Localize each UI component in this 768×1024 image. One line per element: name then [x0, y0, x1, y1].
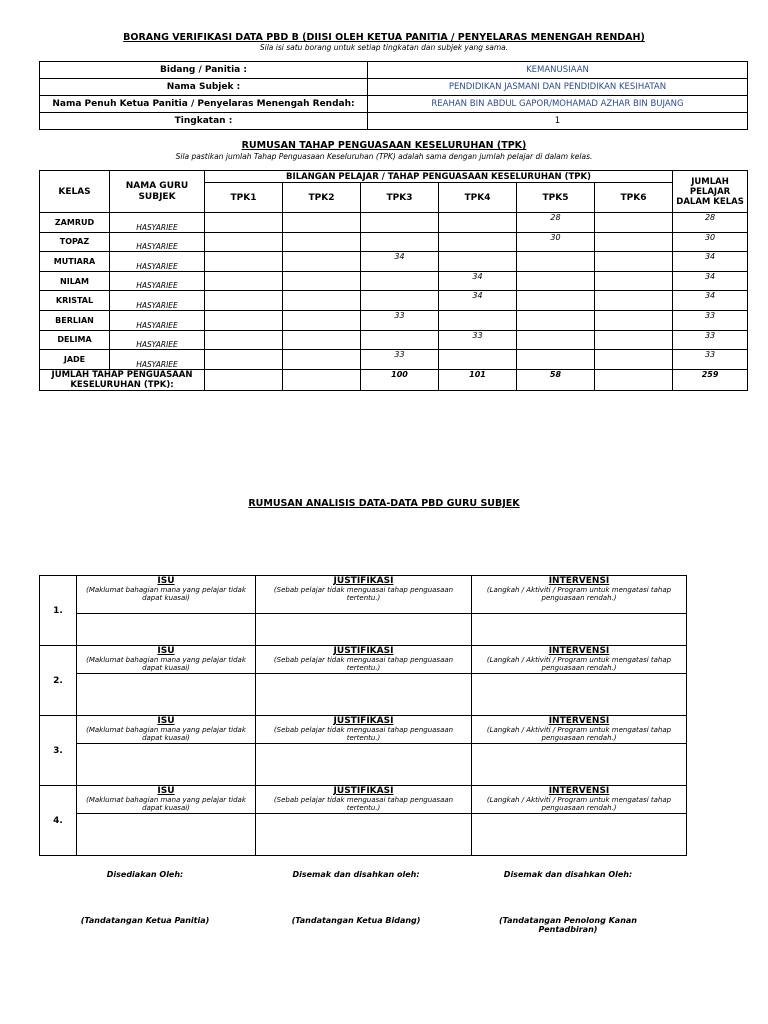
signature-ketua-bidang: (Tandatangan Ketua Bidang): [291, 916, 421, 925]
guru-cell: HASYARIEE: [110, 252, 205, 272]
justifikasi-heading: JUSTIFIKASI: [333, 646, 394, 656]
tpk4-cell[interactable]: 33: [439, 330, 517, 350]
checked-by-label-1: Disemak dan disahkan oleh:: [292, 870, 420, 879]
tpk5-cell[interactable]: [517, 252, 595, 272]
isu-heading: ISU: [157, 646, 175, 656]
intervensi-heading: INTERVENSI: [548, 576, 610, 586]
analysis-entry-row: [40, 814, 687, 856]
guru-cell: HASYARIEE: [110, 350, 205, 370]
tingkatan-label: Tingkatan :: [40, 113, 368, 130]
analysis-header-row: [40, 786, 687, 814]
subjek-value[interactable]: PENDIDIKAN JASMANI DAN PENDIDIKAN KESIHATAN: [368, 79, 748, 96]
info-row-tingkatan: [40, 113, 748, 130]
info-row-bidang: [40, 62, 748, 79]
tpk6-cell[interactable]: [595, 271, 673, 291]
kelas-cell: JADE: [40, 350, 110, 370]
justifikasi-heading: JUSTIFIKASI: [333, 576, 394, 586]
isu-heading: ISU: [157, 786, 175, 796]
tpk5-cell[interactable]: [517, 330, 595, 350]
jumlah-cell[interactable]: 34: [673, 291, 748, 311]
tpk2-cell[interactable]: [283, 252, 361, 272]
info-row-subjek: [40, 79, 748, 96]
total-tpk2: [283, 369, 361, 390]
tpk4-header: TPK4: [439, 183, 517, 213]
analysis-table: [39, 575, 687, 856]
tpk-row: [40, 330, 748, 350]
tpk1-cell[interactable]: [205, 213, 283, 233]
tpk4-cell[interactable]: [439, 350, 517, 370]
tingkatan-value[interactable]: 1: [368, 113, 748, 130]
justifikasi-note: (Sebab pelajar tidak menguasai tahap penguasaan tertentu.): [273, 586, 454, 602]
tpk5-cell[interactable]: [517, 310, 595, 330]
intervensi-entry-cell[interactable]: [472, 814, 687, 856]
justifikasi-header-cell: [256, 646, 472, 674]
tpk1-cell[interactable]: [205, 232, 283, 252]
total-jumlah: 259: [673, 369, 748, 390]
intervensi-header-cell: [472, 786, 687, 814]
isu-note: (Maklumat bahagian mana yang pelajar tidak dapat kuasai): [86, 586, 246, 602]
jumlah-cell[interactable]: 34: [673, 271, 748, 291]
intervensi-entry-cell[interactable]: [472, 744, 687, 786]
isu-header-cell: [77, 646, 256, 674]
checked-by-label-2: Disemak dan disahkan Oleh:: [503, 870, 633, 879]
jumlah-cell[interactable]: 33: [673, 310, 748, 330]
tpk1-cell[interactable]: [205, 271, 283, 291]
tpk4-cell[interactable]: 34: [439, 291, 517, 311]
total-tpk1: [205, 369, 283, 390]
ketua-value[interactable]: REAHAN BIN ABDUL GAPOR/MOHAMAD AZHAR BIN BUJANG: [368, 96, 748, 113]
tpk-title: RUMUSAN TAHAP PENGUASAAN KESELURUHAN (TPK): [241, 140, 527, 151]
tpk2-cell[interactable]: [283, 271, 361, 291]
isu-header-cell: [77, 786, 256, 814]
isu-entry-cell[interactable]: [77, 744, 256, 786]
tpk5-cell[interactable]: [517, 271, 595, 291]
tpk1-header: TPK1: [205, 183, 283, 213]
analysis-number: 1.: [40, 576, 77, 646]
tpk6-cell[interactable]: [595, 310, 673, 330]
justifikasi-header-cell: [256, 576, 472, 614]
tpk2-cell[interactable]: [283, 310, 361, 330]
analysis-body: [40, 576, 687, 856]
bidang-value[interactable]: KEMANUSIAAN: [368, 62, 748, 79]
tpk5-cell[interactable]: [517, 291, 595, 311]
analysis-header-row: [40, 646, 687, 674]
intervensi-note: (Langkah / Aktiviti / Program untuk mengatasi tahap penguasaan rendah.): [486, 796, 672, 812]
analysis-header-row: [40, 576, 687, 614]
justifikasi-note: (Sebab pelajar tidak menguasai tahap penguasaan tertentu.): [273, 796, 454, 812]
justifikasi-entry-cell[interactable]: [256, 814, 472, 856]
justifikasi-note: (Sebab pelajar tidak menguasai tahap penguasaan tertentu.): [273, 726, 454, 742]
tpk3-cell[interactable]: [361, 213, 439, 233]
kelas-cell: KRISTAL: [40, 291, 110, 311]
tpk1-cell[interactable]: [205, 350, 283, 370]
kelas-cell: ZAMRUD: [40, 213, 110, 233]
justifikasi-note: (Sebab pelajar tidak menguasai tahap penguasaan tertentu.): [273, 656, 454, 672]
bilangan-header: BILANGAN PELAJAR / TAHAP PENGUASAAN KESELURUHAN (TPK): [205, 171, 673, 183]
tpk5-cell[interactable]: [517, 350, 595, 370]
analysis-entry-row: [40, 744, 687, 786]
tpk-row: [40, 291, 748, 311]
guru-cell: HASYARIEE: [110, 232, 205, 252]
tpk3-cell[interactable]: 33: [361, 310, 439, 330]
tpk5-cell[interactable]: 30: [517, 232, 595, 252]
guru-header: NAMA GURU SUBJEK: [110, 171, 205, 213]
intervensi-entry-cell[interactable]: [472, 614, 687, 646]
isu-header-cell: [77, 716, 256, 744]
intervensi-header-cell: [472, 646, 687, 674]
tpk6-cell[interactable]: [595, 350, 673, 370]
tpk4-cell[interactable]: [439, 310, 517, 330]
guru-cell: HASYARIEE: [110, 330, 205, 350]
tpk1-cell[interactable]: [205, 310, 283, 330]
tpk1-cell[interactable]: [205, 252, 283, 272]
info-row-ketua: [40, 96, 748, 113]
form-subtitle: Sila isi satu borang untuk setiap tingkatan dan subjek yang sama.: [259, 43, 509, 52]
analysis-header-row: [40, 716, 687, 744]
analysis-title: RUMUSAN ANALISIS DATA-DATA PBD GURU SUBJEK: [248, 498, 520, 509]
tpk6-cell[interactable]: [595, 232, 673, 252]
guru-cell: HASYARIEE: [110, 310, 205, 330]
tpk-row: [40, 310, 748, 330]
analysis-entry-row: [40, 614, 687, 646]
tpk2-cell[interactable]: [283, 213, 361, 233]
kelas-header: KELAS: [40, 171, 110, 213]
tpk2-cell[interactable]: [283, 350, 361, 370]
total-tpk4: 101: [439, 369, 517, 390]
bidang-label: Bidang / Panitia :: [40, 62, 368, 79]
isu-header-cell: [77, 576, 256, 614]
tpk3-cell[interactable]: [361, 232, 439, 252]
kelas-cell: DELIMA: [40, 330, 110, 350]
prepared-by-label: Disediakan Oleh:: [106, 870, 184, 879]
total-tpk5: 58: [517, 369, 595, 390]
tpk6-cell[interactable]: [595, 330, 673, 350]
tpk-subtitle: Sila pastikan jumlah Tahap Penguasaan Keseluruhan (TPK) adalah sama dengan jumlah pelajar di dalam kelas.: [175, 152, 593, 161]
tpk-row: [40, 213, 748, 233]
ketua-label: Nama Penuh Ketua Panitia / Penyelaras Menengah Rendah:: [40, 96, 368, 113]
total-tpk6: [595, 369, 673, 390]
justifikasi-entry-cell[interactable]: [256, 614, 472, 646]
analysis-number: 4.: [40, 786, 77, 856]
info-table: [39, 61, 748, 130]
intervensi-heading: INTERVENSI: [548, 646, 610, 656]
intervensi-header-cell: [472, 716, 687, 744]
tpk3-cell[interactable]: [361, 271, 439, 291]
isu-entry-cell[interactable]: [77, 814, 256, 856]
tpk2-cell[interactable]: [283, 232, 361, 252]
isu-entry-cell[interactable]: [77, 614, 256, 646]
tpk6-cell[interactable]: [595, 213, 673, 233]
tpk1-cell[interactable]: [205, 291, 283, 311]
justifikasi-entry-cell[interactable]: [256, 674, 472, 716]
tpk3-header: TPK3: [361, 183, 439, 213]
analysis-number: 2.: [40, 646, 77, 716]
jumlah-header: JUMLAH PELAJAR DALAM KELAS: [673, 171, 748, 213]
tpk6-cell[interactable]: [595, 291, 673, 311]
isu-note: (Maklumat bahagian mana yang pelajar tidak dapat kuasai): [86, 656, 246, 672]
tpk3-cell[interactable]: [361, 291, 439, 311]
justifikasi-header-cell: [256, 786, 472, 814]
tpk3-cell[interactable]: [361, 330, 439, 350]
isu-heading: ISU: [157, 576, 175, 586]
tpk2-header: TPK2: [283, 183, 361, 213]
tpk4-cell[interactable]: [439, 252, 517, 272]
tpk-row: [40, 232, 748, 252]
intervensi-entry-cell[interactable]: [472, 674, 687, 716]
kelas-cell: MUTIARA: [40, 252, 110, 272]
tpk3-cell[interactable]: 34: [361, 252, 439, 272]
tpk6-cell[interactable]: [595, 252, 673, 272]
kelas-cell: TOPAZ: [40, 232, 110, 252]
tpk-row: [40, 350, 748, 370]
intervensi-header-cell: [472, 576, 687, 614]
guru-cell: HASYARIEE: [110, 213, 205, 233]
intervensi-heading: INTERVENSI: [548, 716, 610, 726]
tpk1-cell[interactable]: [205, 330, 283, 350]
justifikasi-entry-cell[interactable]: [256, 744, 472, 786]
tpk3-cell[interactable]: 33: [361, 350, 439, 370]
tpk6-header: TPK6: [595, 183, 673, 213]
form-title: BORANG VERIFIKASI DATA PBD B (DIISI OLEH KETUA PANITIA / PENYELARAS MENENGAH RENDAH): [123, 32, 645, 43]
isu-note: (Maklumat bahagian mana yang pelajar tidak dapat kuasai): [86, 726, 246, 742]
tpk4-cell[interactable]: [439, 213, 517, 233]
jumlah-cell[interactable]: 34: [673, 252, 748, 272]
analysis-entry-row: [40, 674, 687, 716]
tpk5-cell[interactable]: 28: [517, 213, 595, 233]
kelas-cell: BERLIAN: [40, 310, 110, 330]
signature-ketua-panitia: (Tandatangan Ketua Panitia): [80, 916, 210, 925]
jumlah-cell[interactable]: 30: [673, 232, 748, 252]
jumlah-cell[interactable]: 33: [673, 350, 748, 370]
guru-cell: HASYARIEE: [110, 291, 205, 311]
total-tpk3: 100: [361, 369, 439, 390]
isu-heading: ISU: [157, 716, 175, 726]
justifikasi-header-cell: [256, 716, 472, 744]
intervensi-note: (Langkah / Aktiviti / Program untuk mengatasi tahap penguasaan rendah.): [486, 656, 672, 672]
justifikasi-heading: JUSTIFIKASI: [333, 716, 394, 726]
tpk4-cell[interactable]: 34: [439, 271, 517, 291]
tpk-row: [40, 252, 748, 272]
tpk2-cell[interactable]: [283, 291, 361, 311]
tpk5-header: TPK5: [517, 183, 595, 213]
intervensi-note: (Langkah / Aktiviti / Program untuk mengatasi tahap penguasaan rendah.): [486, 586, 672, 602]
signature-penolong-kanan: (Tandatangan Penolong Kanan Pentadbiran): [498, 916, 637, 934]
tpk-table: [39, 170, 748, 391]
jumlah-cell[interactable]: 28: [673, 213, 748, 233]
kelas-cell: NILAM: [40, 271, 110, 291]
justifikasi-heading: JUSTIFIKASI: [333, 786, 394, 796]
isu-note: (Maklumat bahagian mana yang pelajar tidak dapat kuasai): [86, 796, 246, 812]
guru-cell: HASYARIEE: [110, 271, 205, 291]
total-label: JUMLAH TAHAP PENGUASAAN KESELURUHAN (TPK):: [40, 369, 205, 390]
jumlah-cell[interactable]: 33: [673, 330, 748, 350]
tpk4-cell[interactable]: [439, 232, 517, 252]
isu-entry-cell[interactable]: [77, 674, 256, 716]
subjek-label: Nama Subjek :: [40, 79, 368, 96]
tpk2-cell[interactable]: [283, 330, 361, 350]
tpk-total-row: [40, 369, 748, 390]
intervensi-heading: INTERVENSI: [548, 786, 610, 796]
tpk-row: [40, 271, 748, 291]
analysis-number: 3.: [40, 716, 77, 786]
tpk-body: [40, 213, 748, 370]
intervensi-note: (Langkah / Aktiviti / Program untuk mengatasi tahap penguasaan rendah.): [486, 726, 672, 742]
